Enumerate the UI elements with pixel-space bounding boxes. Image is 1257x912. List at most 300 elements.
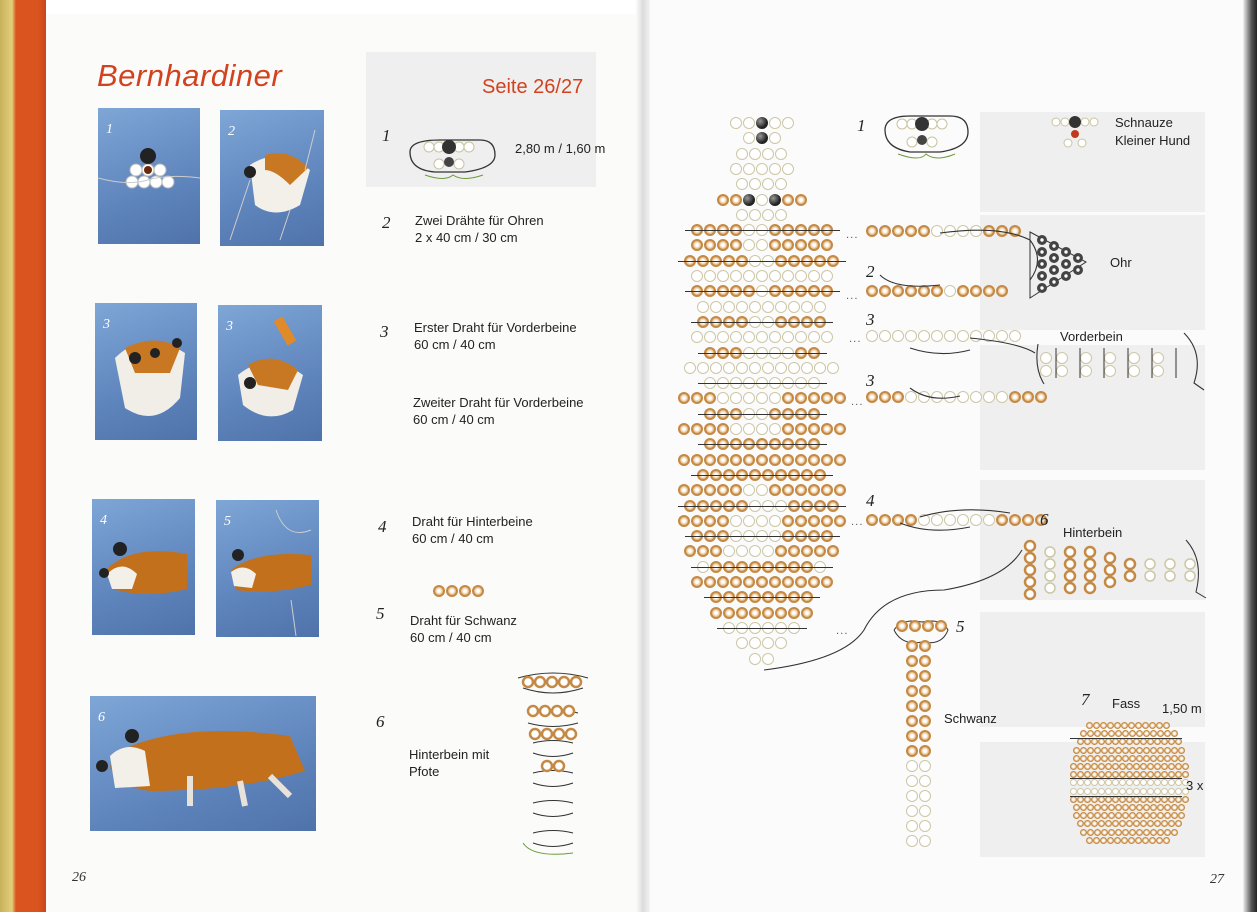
bead <box>1091 763 1098 770</box>
bead <box>1112 788 1119 795</box>
bead <box>749 209 761 221</box>
page-number: 27 <box>1210 872 1224 887</box>
bead <box>697 301 709 313</box>
ear-label: Ohr <box>1110 255 1132 270</box>
bead <box>1080 755 1087 762</box>
bead <box>1135 722 1142 729</box>
bead <box>691 331 703 343</box>
photo-number: 4 <box>100 513 107 528</box>
bead <box>704 454 716 466</box>
bead <box>1149 722 1156 729</box>
body-bead-row <box>730 163 794 175</box>
snout-label: Schnauze Kleiner Hund <box>1115 115 1191 148</box>
bead <box>769 163 781 175</box>
bead <box>736 148 748 160</box>
bead <box>749 653 761 665</box>
step-caption: Draht für Hinterbeine 60 cm / 40 cm <box>412 514 533 546</box>
bead <box>717 239 729 251</box>
bead <box>1077 738 1084 745</box>
step-number: 4 <box>378 517 387 536</box>
bead <box>756 117 768 129</box>
bead <box>782 484 794 496</box>
barrel-label: Fass <box>1112 696 1141 711</box>
beads-photo-illustration <box>218 305 322 441</box>
body-bead-row <box>736 178 787 190</box>
bead <box>1100 837 1107 844</box>
bead <box>1115 755 1122 762</box>
bead <box>821 392 833 404</box>
step-photo <box>98 108 200 244</box>
bead <box>1161 779 1168 786</box>
bead <box>1175 779 1182 786</box>
body-bead-row <box>736 209 787 221</box>
bead <box>1105 779 1112 786</box>
bead <box>1084 820 1091 827</box>
bead <box>1154 779 1161 786</box>
bead <box>1126 779 1133 786</box>
bead <box>1175 763 1182 770</box>
bead <box>1086 722 1093 729</box>
bead <box>1091 738 1098 745</box>
page-number: 26 <box>72 870 86 885</box>
barrel-bead-row <box>1077 820 1182 827</box>
barrel-wire-line <box>1070 738 1182 739</box>
bead <box>808 515 820 527</box>
bead <box>697 362 709 374</box>
step-number: 2 <box>382 213 391 232</box>
bead <box>684 362 696 374</box>
bead <box>1164 812 1171 819</box>
bead <box>730 423 742 435</box>
front-leg-wire-outline <box>1034 328 1209 388</box>
body-bead-row <box>678 484 846 496</box>
beads-photo-illustration <box>220 110 324 246</box>
bead <box>1136 730 1143 737</box>
bead <box>782 163 794 175</box>
beads-photo-illustration <box>95 303 197 440</box>
step-number: 1 <box>382 126 391 145</box>
bead <box>782 454 794 466</box>
bead <box>710 362 722 374</box>
bead <box>1105 820 1112 827</box>
bead <box>730 331 742 343</box>
barrel-wire-length: 1,50 m <box>1162 701 1202 716</box>
bead <box>1122 755 1129 762</box>
bead <box>1136 755 1143 762</box>
bead <box>743 132 755 144</box>
bead <box>1086 837 1093 844</box>
bead <box>1171 812 1178 819</box>
bead <box>814 362 826 374</box>
bead <box>1093 722 1100 729</box>
beads-photo-illustration <box>216 500 319 637</box>
bead <box>717 423 729 435</box>
bead <box>1084 763 1091 770</box>
tail-label: Schwanz <box>944 711 997 726</box>
step-photo <box>220 110 324 246</box>
diagram-hind-leg-paw <box>513 668 593 868</box>
bead <box>691 392 703 404</box>
bead <box>834 515 846 527</box>
bead <box>1084 738 1091 745</box>
bead <box>1154 788 1161 795</box>
bead <box>1087 755 1094 762</box>
bead <box>1126 738 1133 745</box>
bead <box>1094 755 1101 762</box>
bead <box>743 194 755 206</box>
bead <box>1154 820 1161 827</box>
bead <box>1164 730 1171 737</box>
bead <box>808 239 820 251</box>
barrel-bead-row <box>1073 747 1185 754</box>
bead <box>1101 804 1108 811</box>
step-number: 4 <box>866 491 875 510</box>
barrel-wire-line <box>1070 796 1182 797</box>
bead <box>1094 829 1101 836</box>
bead <box>821 484 833 496</box>
bead <box>769 423 781 435</box>
wire-line <box>698 444 827 445</box>
bead <box>1157 812 1164 819</box>
bead <box>795 423 807 435</box>
bead <box>1175 820 1182 827</box>
bead <box>1087 829 1094 836</box>
bead <box>704 515 716 527</box>
bead <box>1154 738 1161 745</box>
bead <box>717 331 729 343</box>
bead <box>795 270 807 282</box>
bead <box>1128 722 1135 729</box>
barrel-repeat: 3 x <box>1186 778 1204 793</box>
bead <box>1073 747 1080 754</box>
bead <box>1133 779 1140 786</box>
bead <box>756 515 768 527</box>
barrel-bead-row <box>1070 779 1189 786</box>
bead <box>821 331 833 343</box>
bead <box>1140 779 1147 786</box>
bead <box>1147 820 1154 827</box>
bead <box>1178 755 1185 762</box>
bead <box>1147 763 1154 770</box>
barrel-bead-row <box>1077 738 1182 745</box>
wire-line <box>691 322 833 323</box>
step-number: 1 <box>857 116 866 135</box>
bead <box>775 178 787 190</box>
bead <box>756 270 768 282</box>
bead <box>1136 812 1143 819</box>
bead <box>743 576 755 588</box>
photo-number: 3 <box>226 319 233 334</box>
bead <box>1133 820 1140 827</box>
bead <box>730 576 742 588</box>
bead <box>782 331 794 343</box>
bead <box>691 270 703 282</box>
bead <box>1126 820 1133 827</box>
bead <box>1150 804 1157 811</box>
bead <box>1073 804 1080 811</box>
bead <box>730 163 742 175</box>
bead <box>1119 738 1126 745</box>
bead <box>834 454 846 466</box>
page-reference: Seite 26/27 <box>482 76 584 98</box>
bead <box>1161 788 1168 795</box>
bead <box>821 270 833 282</box>
photo-number: 5 <box>224 514 231 529</box>
bead <box>691 576 703 588</box>
wire-line <box>685 291 840 292</box>
ear-bead-cluster <box>1028 232 1088 298</box>
bead <box>1149 837 1156 844</box>
bead <box>769 331 781 343</box>
bead <box>1084 779 1091 786</box>
bead <box>1115 812 1122 819</box>
bead <box>1073 812 1080 819</box>
bead <box>1157 804 1164 811</box>
bead <box>1129 812 1136 819</box>
bead <box>749 301 761 313</box>
bead <box>717 484 729 496</box>
bead <box>1175 788 1182 795</box>
bead <box>1147 779 1154 786</box>
body-bead-row <box>684 362 839 374</box>
bead <box>1171 829 1178 836</box>
step-photo <box>218 305 322 441</box>
bead <box>730 515 742 527</box>
bead <box>1126 763 1133 770</box>
bead <box>723 545 735 557</box>
wire-line <box>691 475 833 476</box>
bead <box>827 362 839 374</box>
bead <box>1135 837 1142 844</box>
bead <box>1115 747 1122 754</box>
bead <box>736 637 748 649</box>
step-number: 5 <box>956 617 965 636</box>
page-title: Bernhardiner <box>97 58 283 93</box>
bead <box>1168 788 1175 795</box>
bead <box>821 454 833 466</box>
bead <box>691 515 703 527</box>
bead <box>736 545 748 557</box>
bead <box>717 515 729 527</box>
bead <box>762 301 774 313</box>
bead <box>1129 804 1136 811</box>
bead <box>717 576 729 588</box>
bead <box>1101 829 1108 836</box>
bead <box>1171 804 1178 811</box>
bead <box>756 132 768 144</box>
bead <box>678 484 690 496</box>
bead <box>1178 812 1185 819</box>
bead <box>743 515 755 527</box>
bead <box>808 331 820 343</box>
bead <box>749 607 761 619</box>
bead <box>704 239 716 251</box>
barrel-bead-row <box>1070 763 1189 770</box>
bead <box>1157 747 1164 754</box>
bead <box>1136 829 1143 836</box>
bead <box>1133 738 1140 745</box>
bead <box>1108 829 1115 836</box>
bead <box>1168 738 1175 745</box>
bead <box>730 117 742 129</box>
bead <box>1108 755 1115 762</box>
bead <box>1129 829 1136 836</box>
body-bead-row <box>743 132 781 144</box>
step-number: 5 <box>376 604 385 623</box>
bead <box>704 423 716 435</box>
bead <box>684 545 696 557</box>
hind-leg-label: Hinterbein <box>1063 525 1123 540</box>
step-number: 6 <box>1040 510 1049 529</box>
bead <box>756 239 768 251</box>
bead <box>743 423 755 435</box>
front-leg-label: Vorderbein <box>1060 329 1123 344</box>
bead <box>1143 812 1150 819</box>
barrel-bead-row <box>1080 829 1178 836</box>
bead <box>756 454 768 466</box>
bead <box>756 331 768 343</box>
wire-line <box>685 230 840 231</box>
bead <box>723 301 735 313</box>
bead <box>782 392 794 404</box>
continuation-marker: ... <box>846 230 859 241</box>
bead <box>782 423 794 435</box>
bead <box>1108 812 1115 819</box>
bead <box>1171 747 1178 754</box>
bead <box>788 362 800 374</box>
bead <box>1101 747 1108 754</box>
bead <box>1129 747 1136 754</box>
tail-bead-column <box>906 640 918 847</box>
bead <box>1114 837 1121 844</box>
barrel-bead-row <box>1073 812 1185 819</box>
barrel-bead-row <box>1073 755 1185 762</box>
continuation-marker: ... <box>851 397 864 408</box>
bead <box>1091 779 1098 786</box>
bead <box>1108 747 1115 754</box>
step-photo <box>92 499 195 635</box>
bead <box>1112 779 1119 786</box>
bead <box>1156 722 1163 729</box>
book-gutter <box>636 0 650 912</box>
bead <box>697 545 709 557</box>
bead <box>756 484 768 496</box>
bead <box>1143 755 1150 762</box>
bead <box>1084 788 1091 795</box>
bead <box>814 301 826 313</box>
bead <box>775 362 787 374</box>
bead <box>795 515 807 527</box>
bead <box>769 515 781 527</box>
bead <box>730 194 742 206</box>
bead <box>1140 788 1147 795</box>
bead <box>1091 788 1098 795</box>
bead <box>1101 755 1108 762</box>
book-edge-right <box>1243 0 1257 912</box>
bead <box>1157 730 1164 737</box>
bead <box>775 209 787 221</box>
bead <box>1157 829 1164 836</box>
bead <box>743 270 755 282</box>
bead <box>756 163 768 175</box>
bead <box>704 576 716 588</box>
bead <box>730 270 742 282</box>
bead <box>1150 812 1157 819</box>
step-number: 7 <box>1081 690 1090 709</box>
bead <box>782 270 794 282</box>
diagram-head-ring-right <box>880 108 990 168</box>
continuation-marker: ... <box>836 626 849 637</box>
bead <box>678 392 690 404</box>
bead <box>743 239 755 251</box>
bead <box>1164 747 1171 754</box>
step-number: 3 <box>380 322 389 341</box>
bead <box>717 454 729 466</box>
step-number: 6 <box>376 712 385 731</box>
bead <box>834 392 846 404</box>
bead <box>1156 837 1163 844</box>
bead <box>795 454 807 466</box>
bead <box>1161 763 1168 770</box>
photo-number: 3 <box>103 317 110 332</box>
bead <box>762 209 774 221</box>
bead <box>743 392 755 404</box>
bead <box>1157 755 1164 762</box>
bead <box>736 607 748 619</box>
bead <box>769 392 781 404</box>
bead <box>1178 747 1185 754</box>
bead <box>1080 804 1087 811</box>
bead <box>1161 820 1168 827</box>
bead <box>1178 804 1185 811</box>
bead <box>678 454 690 466</box>
bead <box>1105 738 1112 745</box>
bead <box>710 545 722 557</box>
bead <box>678 515 690 527</box>
bead <box>743 331 755 343</box>
bead <box>1119 763 1126 770</box>
bead <box>730 392 742 404</box>
bead <box>808 392 820 404</box>
photo-number: 1 <box>106 122 113 137</box>
bead <box>808 454 820 466</box>
bead <box>1171 730 1178 737</box>
bead <box>1094 730 1101 737</box>
bead <box>1136 804 1143 811</box>
bead <box>1140 738 1147 745</box>
step-photo <box>95 303 197 440</box>
bead <box>1101 812 1108 819</box>
step-caption: Hinterbein mit Pfote <box>409 747 490 779</box>
body-bead-row <box>717 194 807 206</box>
diagram-head-ring <box>405 120 515 190</box>
bead <box>736 301 748 313</box>
bead <box>1119 779 1126 786</box>
step-number: 3 <box>866 310 875 329</box>
bead <box>1077 779 1084 786</box>
bead <box>749 148 761 160</box>
bead <box>723 362 735 374</box>
barrel-bead-row <box>1073 804 1185 811</box>
body-bead-row <box>678 515 846 527</box>
bead <box>1112 820 1119 827</box>
bead <box>1080 747 1087 754</box>
bead <box>1168 820 1175 827</box>
book-edge-left <box>0 0 46 912</box>
bead <box>1087 804 1094 811</box>
bead <box>1163 722 1170 729</box>
bead <box>834 484 846 496</box>
